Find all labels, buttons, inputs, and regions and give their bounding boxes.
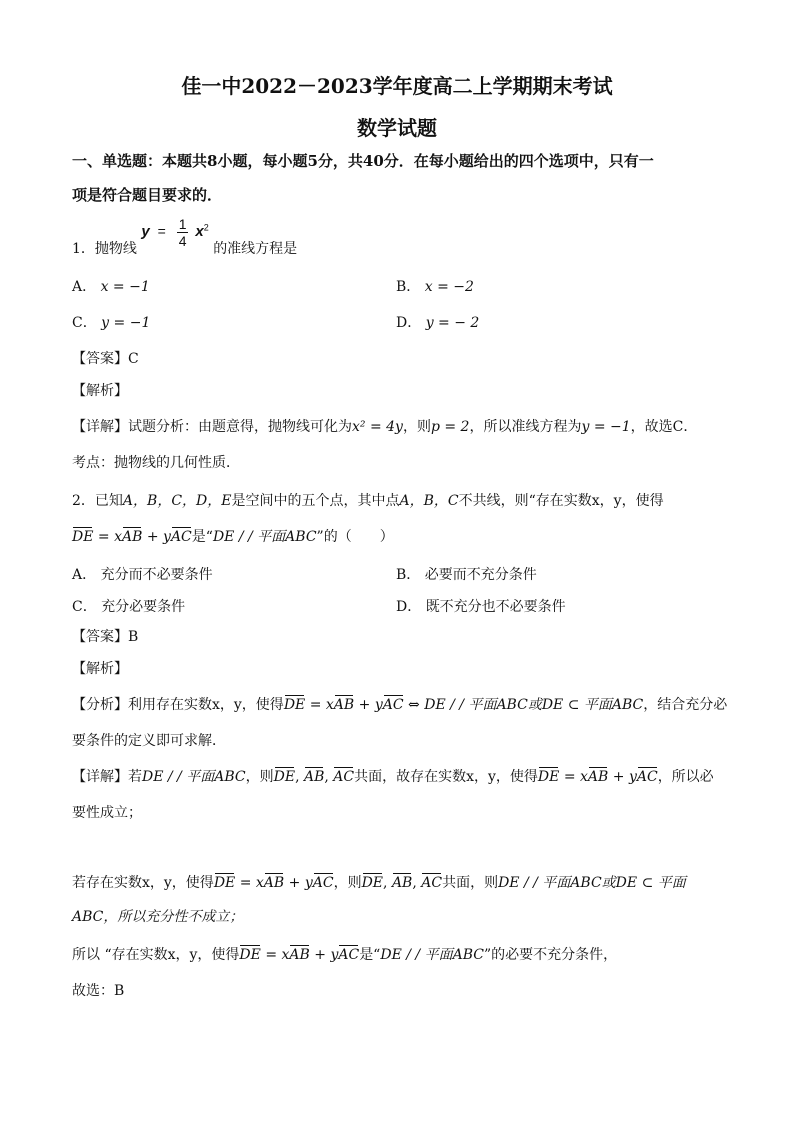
q1-option-a [72, 276, 150, 296]
q1-detail-prefix: 【详解】试题分析：由题意得，抛物线可化为 [72, 419, 352, 435]
q1-detail-suffix: ，故选C． [630, 419, 698, 435]
q2-mid: 是空间中的五个点，其中点 [231, 493, 400, 509]
q1-frac-den: 4 [178, 233, 187, 249]
q2-analysis: 【解析】 [72, 661, 128, 677]
q2-para2-line2: ABC，所以充分性不成立； [72, 909, 244, 925]
vec-eq: = x [93, 529, 122, 545]
option-text: 充分而不必要条件 [100, 567, 213, 583]
option-text: x = −1 [100, 279, 150, 295]
vector-ac: AC [338, 947, 360, 963]
vector-de: DE [537, 769, 560, 785]
q2-xiang-cond: DE / / 平面ABC [142, 769, 246, 785]
q2-para3 [72, 944, 617, 964]
vector-de: DE [273, 769, 296, 785]
q2-p2-prefix: 若存在实数x，y，使得 [72, 875, 214, 891]
q1-prefix: 1．抛物线 [72, 241, 137, 257]
vector-ac: AC [312, 875, 334, 891]
vector-ab: AB [303, 769, 325, 785]
vec-sep: , [324, 769, 334, 785]
vec-plus: + y [354, 697, 383, 713]
question-2-line1 [72, 490, 664, 510]
vector-ab: AB [263, 875, 285, 891]
q1-analysis: 【解析】 [72, 383, 128, 399]
vec-plus: + y [608, 769, 637, 785]
q1-answer: 【答案】C [72, 351, 139, 367]
q2-answer: 【答案】B [72, 629, 139, 645]
option-text: y = − 2 [425, 315, 480, 331]
vector-de: DE [239, 947, 261, 963]
q2-p3-prefix: 所以 “存在实数x，y，使得 [72, 947, 240, 963]
option-text: y = −1 [101, 315, 151, 331]
q1-suffix: 的准线方程是 [213, 241, 298, 257]
q2-line2-mid: 是“ [191, 529, 213, 545]
q2-option-a [72, 564, 213, 584]
vector-ab: AB [333, 697, 355, 713]
q1-detail-mid2: ，所以准线方程为 [469, 419, 582, 435]
option-letter: C． [72, 599, 97, 615]
option-text: 必要而不充分条件 [424, 567, 537, 583]
q1-frac-num: 1 [178, 216, 187, 232]
q2-line2-cond: DE / / 平面ABC [212, 529, 317, 545]
q2-xiang-mid2: 共面，故存在实数x，y，使得 [354, 769, 538, 785]
q2-points2: A，B，C [399, 493, 459, 509]
q2-p2-mid2: 共面，则 [442, 875, 499, 891]
vector-de: DE [72, 529, 94, 545]
vec-plus: + y [142, 529, 171, 545]
q1-detail-mid1: ，则 [402, 419, 431, 435]
vector-de: DE [213, 875, 236, 891]
option-letter: C． [72, 315, 97, 331]
vec-sep: , [412, 875, 422, 891]
q1-eq-exp: 2 [203, 222, 209, 233]
option-text: 既不充分也不必要条件 [425, 599, 566, 615]
q2-p2-mid: ，则 [333, 875, 362, 891]
vector-ac: AC [382, 697, 404, 713]
q2-option-d [396, 596, 566, 616]
option-letter: A． [72, 279, 97, 295]
question-2-line2 [72, 526, 394, 546]
option-letter: D． [396, 315, 422, 331]
vec-eq: = x [260, 947, 290, 963]
q1-equation [141, 216, 208, 249]
option-letter: B． [396, 567, 421, 583]
q2-final: 故选：B [72, 983, 125, 999]
option-letter: D． [396, 599, 422, 615]
q2-para2 [72, 872, 686, 892]
q2-xiangjie-line2: 要性成立； [72, 805, 142, 821]
option-text: 充分必要条件 [101, 599, 186, 615]
q1-detail-eq2: p = 2 [430, 419, 470, 435]
vector-de: DE [283, 697, 306, 713]
vec-plus: + y [284, 875, 313, 891]
q2-xiang-mid: ，则 [245, 769, 274, 785]
option-text: x = −2 [424, 279, 474, 295]
vec-eq: = x [559, 769, 588, 785]
q2-points: A，B，C，D，E [122, 493, 232, 509]
q2-fenxi-line2: 要条件的定义即可求解． [72, 733, 226, 749]
q2-suffix: 不共线，则“存在实数x，y，使得 [458, 493, 664, 509]
q1-detail-eq1: x² = 4y [352, 419, 403, 435]
q2-p3-suffix: ”的必要不充分条件， [483, 947, 618, 963]
vec-sep: , [383, 875, 392, 891]
q1-detail [72, 416, 697, 436]
q2-fenxi-suffix: ，结合充分必 [643, 697, 728, 713]
vec-plus: + y [309, 947, 339, 963]
q2-prefix: 2．已知 [72, 493, 123, 509]
q2-xiangjie [72, 766, 714, 786]
q2-fenxi [72, 694, 727, 714]
q1-option-b [396, 276, 474, 296]
vec-sep: , [295, 769, 304, 785]
q1-option-c [72, 312, 150, 332]
q1-fraction [177, 216, 189, 249]
q2-xiang-prefix: 【详解】若 [72, 769, 142, 785]
q1-eq-lhs: y [141, 223, 150, 241]
option-letter: A． [72, 567, 97, 583]
vec-eq: = x [305, 697, 334, 713]
q2-xiang-suffix: ，所以必 [657, 769, 714, 785]
vector-ab: AB [289, 947, 310, 963]
q1-eq-sign: = [157, 223, 166, 240]
vector-ac: AC [333, 769, 355, 785]
q1-note: 考点：抛物线的几何性质． [72, 455, 240, 471]
vector-ab: AB [587, 769, 609, 785]
vec-eq: = x [235, 875, 264, 891]
iff-symbol: ⇔ [403, 697, 425, 713]
q2-option-b [396, 564, 537, 584]
exam-title: 佳一中2022－2023学年度高二上学期期末考试 [181, 74, 613, 98]
option-letter: B． [396, 279, 421, 295]
q1-option-d [396, 312, 479, 332]
section-heading: 一、单选题：本题共8小题，每小题5分，共40分．在每小题给出的四个选项中，只有一 [72, 152, 654, 170]
q2-p3-cond: DE / / 平面ABC [380, 947, 484, 963]
q2-fenxi-cond: DE / / 平面ABC或DE ⊂ 平面ABC [424, 697, 644, 713]
vector-ac: AC [636, 769, 658, 785]
vector-ab: AB [391, 875, 413, 891]
vector-ac: AC [421, 875, 443, 891]
q2-p2-cond: DE / / 平面ABC或DE ⊂ 平面 [498, 875, 686, 891]
q2-option-c [72, 596, 185, 616]
q1-eq-var: x [195, 223, 204, 241]
vector-ac: AC [170, 529, 192, 545]
q2-p3-mid: 是“ [359, 947, 381, 963]
question-1 [72, 216, 298, 257]
q2-line2-suffix: ”的（ ） [316, 529, 394, 545]
vector-de: DE [361, 875, 384, 891]
section-heading-cont: 项是符合题目要求的． [72, 186, 223, 204]
q1-detail-eq3: y = −1 [581, 419, 631, 435]
vector-ab: AB [121, 529, 143, 545]
q2-fenxi-prefix: 【分析】利用存在实数x，y，使得 [72, 697, 284, 713]
exam-subtitle: 数学试题 [357, 116, 437, 140]
